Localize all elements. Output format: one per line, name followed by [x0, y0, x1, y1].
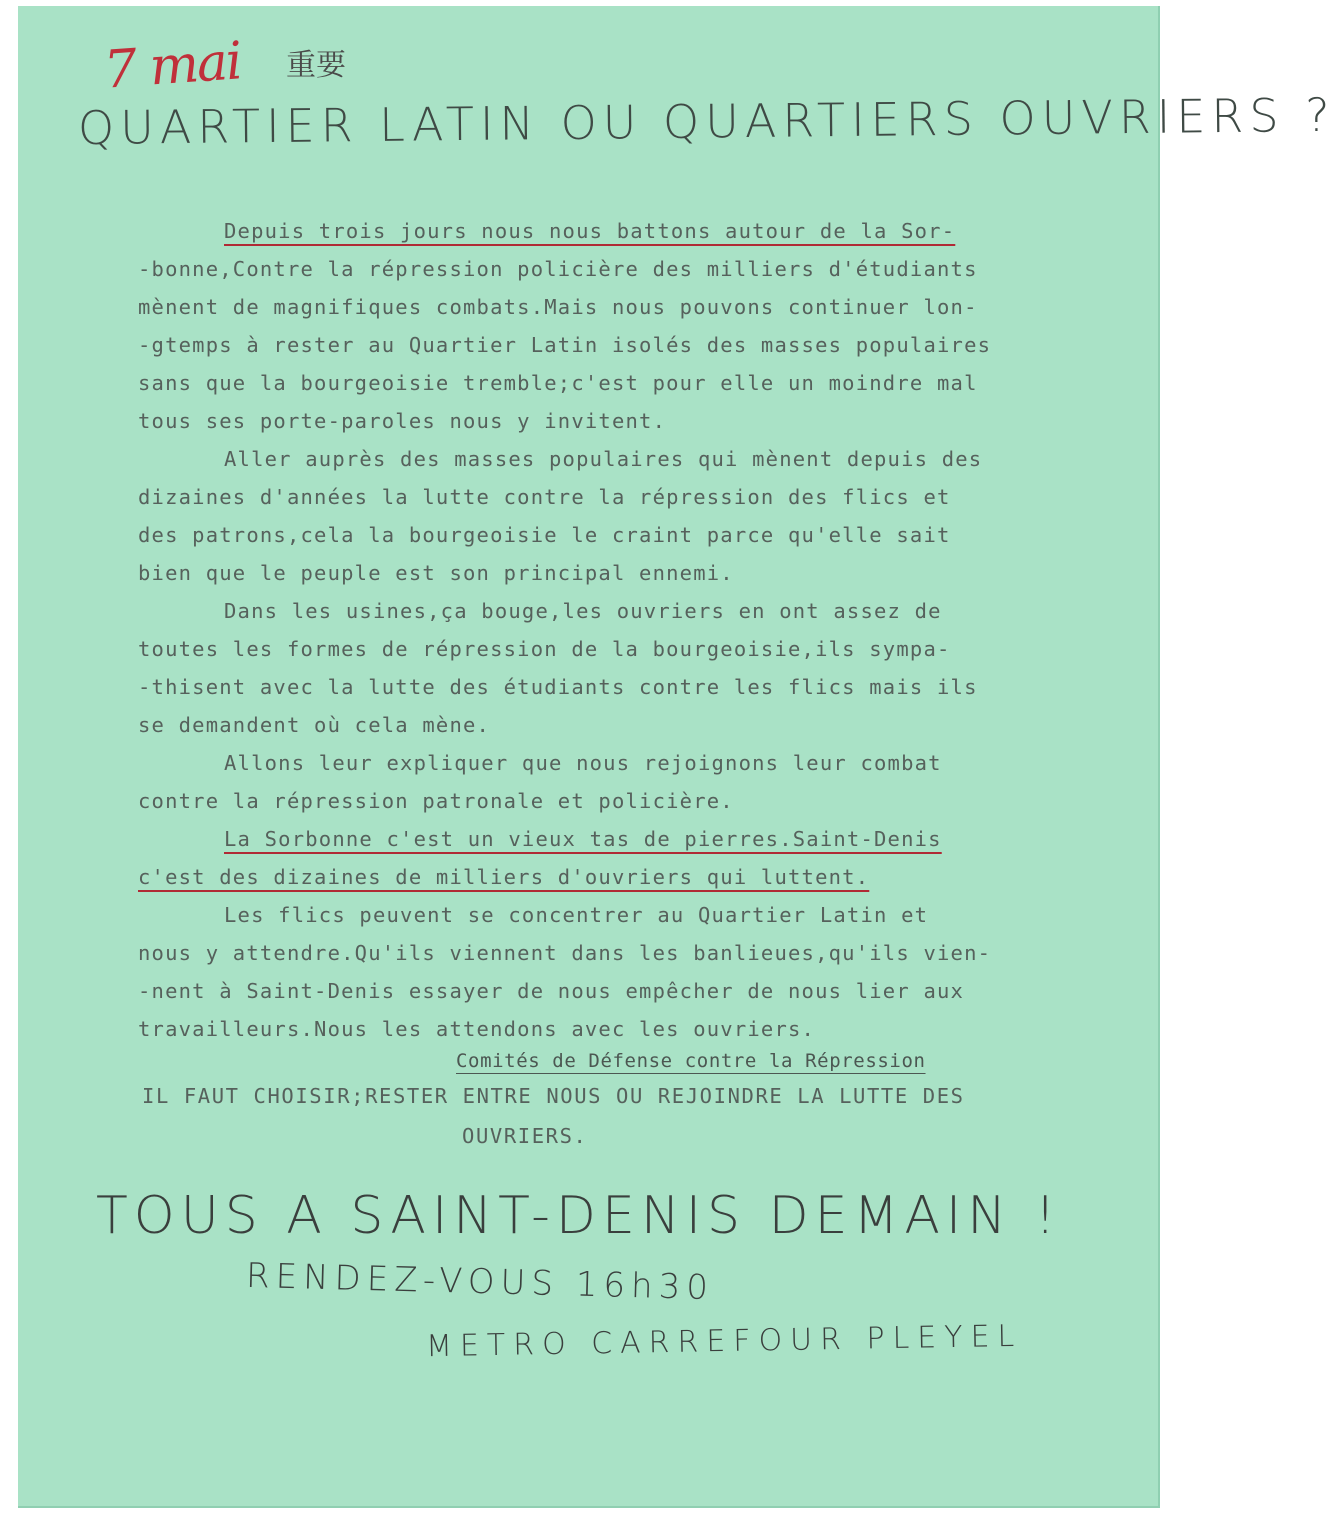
- handwritten-date-annotation: 7 mai: [102, 31, 243, 101]
- text-line: -thisent avec la lutte des étudiants contre les flics mais ils: [138, 675, 978, 699]
- signature-committee: Comités de Défense contre la Répression: [456, 1050, 926, 1072]
- slogan-line-2: OUVRIERS.: [462, 1124, 588, 1148]
- text-line: [138, 820, 1038, 858]
- text-line: -nent à Saint-Denis essayer de nous empêcher de nous lier aux: [138, 979, 965, 1003]
- text-line: Les flics peuvent se concentrer au Quartier Latin et: [224, 903, 929, 927]
- text-line: -bonne,Contre la répression policière des milliers d'étudiants: [138, 257, 978, 281]
- text-line: nous y attendre.Qu'ils viennent dans les banlieues,qu'ils vien-: [138, 941, 992, 965]
- document-sheet: [18, 6, 1336, 1508]
- handwritten-meeting-time: RENDEZ-VOUS 16h30: [245, 1255, 715, 1309]
- text-line: toutes les formes de répression de la bourgeoisie,ils sympa-: [138, 637, 951, 661]
- text-line: dizaines d'années la lutte contre la répression des flics et: [138, 485, 951, 509]
- text-line: sans que la bourgeoisie tremble;c'est pour elle un moindre mal: [138, 371, 978, 395]
- underlined-sentence: c'est des dizaines de milliers d'ouvriers qui luttent.: [138, 865, 870, 889]
- text-line: [138, 212, 1038, 250]
- text-line: mènent de magnifiques combats.Mais nous pouvons continuer lon-: [138, 295, 978, 319]
- text-line: contre la répression patronale et policière.: [138, 789, 734, 813]
- text-line: Allons leur expliquer que nous rejoignons leur combat: [224, 751, 942, 775]
- document-title: QUARTIER LATIN OU QUARTIERS OUVRIERS ?: [77, 87, 1336, 155]
- text-line: tous ses porte-paroles nous y invitent.: [138, 409, 667, 433]
- underlined-sentence: Depuis trois jours nous nous battons autour de la Sor-: [224, 219, 956, 243]
- body-text: [138, 212, 1038, 1048]
- text-line: Dans les usines,ça bouge,les ouvriers en ont assez de: [224, 599, 942, 623]
- cjk-annotation: 重要: [286, 48, 346, 83]
- text-line: des patrons,cela la bourgeoisie le craint parce qu'elle sait: [138, 523, 951, 547]
- text-line: [138, 858, 1038, 896]
- text-line: Aller auprès des masses populaires qui mènent depuis des: [224, 447, 983, 471]
- text-line: se demandent où cela mène.: [138, 713, 491, 737]
- text-line: travailleurs.Nous les attendons avec les ouvriers.: [138, 1017, 816, 1041]
- handwritten-meeting-place: METRO CARREFOUR PLEYEL: [425, 1318, 1023, 1365]
- text-line: bien que le peuple est son principal ennemi.: [138, 561, 734, 585]
- text-line: -gtemps à rester au Quartier Latin isolés des masses populaires: [138, 333, 992, 357]
- handwritten-call-to-action: TOUS A SAINT-DENIS DEMAIN !: [96, 1186, 1062, 1246]
- slogan-line-1: IL FAUT CHOISIR;RESTER ENTRE NOUS OU REJOINDRE LA LUTTE DES: [142, 1084, 965, 1108]
- underlined-sentence: La Sorbonne c'est un vieux tas de pierres.Saint-Denis: [224, 827, 942, 851]
